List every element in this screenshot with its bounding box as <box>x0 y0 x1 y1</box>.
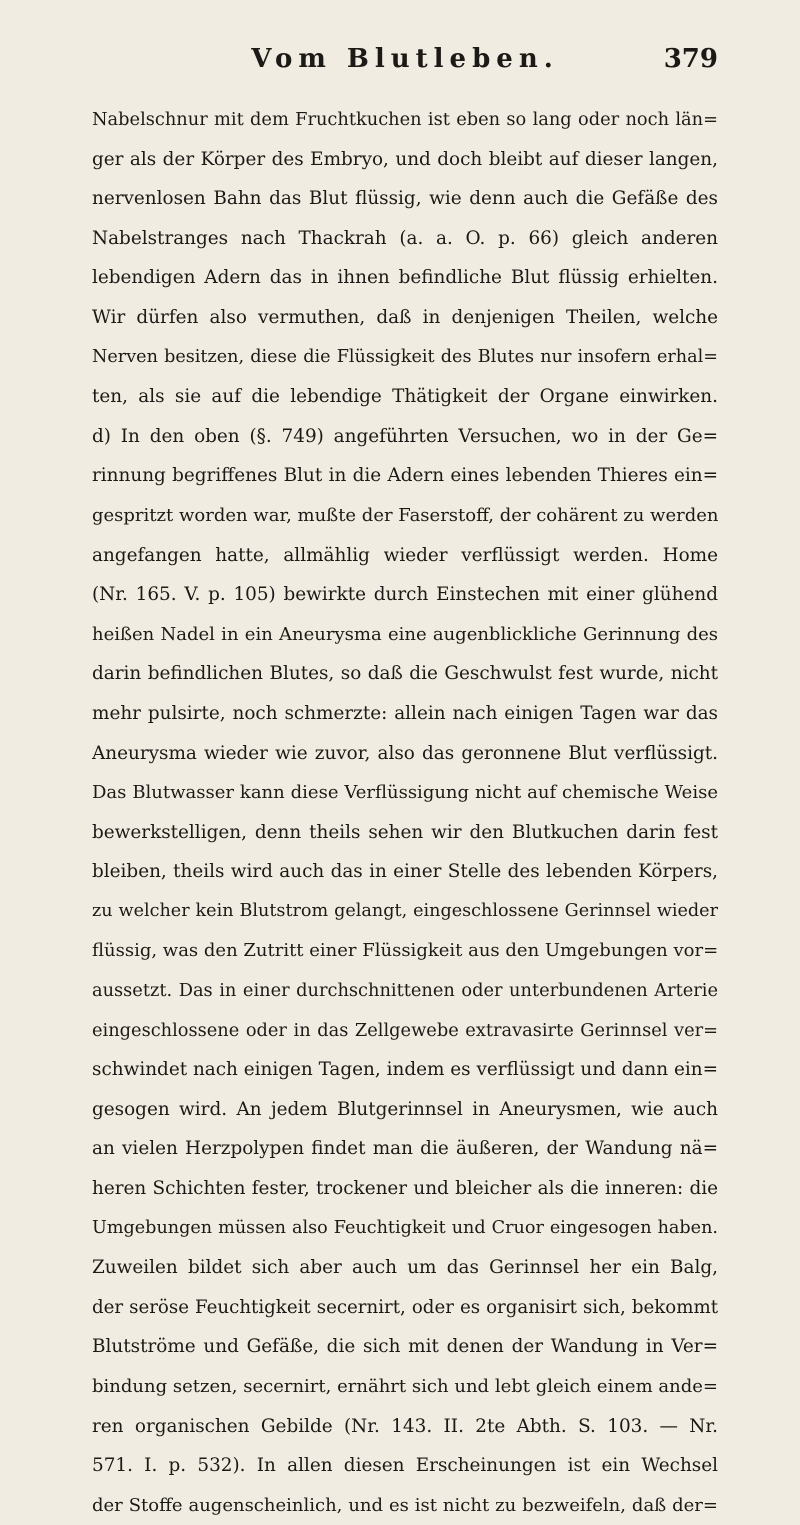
text-line: ger als der Körper des Embryo, und doch bleibt auf dieser langen, <box>92 148 718 170</box>
text-line: bleiben, theils wird auch das in einer Stelle des lebenden Körpers, <box>92 861 718 883</box>
text-line: schwindet nach einigen Tagen, indem es verflüssigt und dann ein= <box>92 1059 718 1081</box>
text-line: darin befindlichen Blutes, so daß die Geschwulst fest wurde, nicht <box>92 663 718 685</box>
text-line: angefangen hatte, allmählig wieder verflüssigt werden. Home <box>92 544 718 566</box>
text-line: bewerkstelligen, denn theils sehen wir den Blutkuchen darin fest <box>92 821 718 843</box>
text-line: flüssig, was den Zutritt einer Flüssigkeit aus den Umgebungen vor= <box>92 940 718 962</box>
text-line: aussetzt. Das in einer durchschnittenen oder unterbundenen Arterie <box>92 980 718 1002</box>
text-line: Aneurysma wieder wie zuvor, also das geronnene Blut verflüssigt. <box>92 742 718 764</box>
text-line: Nabelstranges nach Thackrah (a. a. O. p. 66) gleich anderen <box>92 227 718 249</box>
text-line: Nabelschnur mit dem Fruchtkuchen ist eben so lang oder noch län= <box>92 109 718 130</box>
text-line: (Nr. 165. V. p. 105) bewirkte durch Einstechen mit einer glühend <box>92 584 718 606</box>
text-line: lebendigen Adern das in ihnen befindliche Blut flüssig erhielten. <box>92 267 718 289</box>
text-line: gesogen wird. An jedem Blutgerinnsel in Aneurysmen, wie auch <box>92 1098 718 1120</box>
text-line: 571. I. p. 532). In allen diesen Erscheinungen ist ein Wechsel <box>92 1455 718 1477</box>
text-line: Wir dürfen also vermuthen, daß in denjenigen Theilen, welche <box>92 306 718 328</box>
text-line: an vielen Herzpolypen findet man die äußeren, der Wandung nä= <box>92 1138 718 1160</box>
text-line: Blutströme und Gefäße, die sich mit denen der Wandung in Ver= <box>92 1336 718 1358</box>
text-line: ren organischen Gebilde (Nr. 143. II. 2te Abth. S. 103. — Nr. <box>92 1415 718 1437</box>
text-line: mehr pulsirte, noch schmerzte: allein nach einigen Tagen war das <box>92 702 718 724</box>
text-line: Zuweilen bildet sich aber auch um das Gerinnsel her ein Balg, <box>92 1257 718 1279</box>
text-line: der Stoffe augenscheinlich, und es ist nicht zu bezweifeln, daß der= <box>92 1494 718 1516</box>
body-text <box>92 100 718 1525</box>
text-line: rinnung begriffenes Blut in die Adern eines lebenden Thieres ein= <box>92 465 718 487</box>
page-number: 379 <box>663 44 718 74</box>
running-title: Vom Blutleben. <box>251 44 559 74</box>
text-line: ten, als sie auf die lebendige Thätigkeit der Organe einwirken. <box>92 386 718 408</box>
text-line: eingeschlossene oder in das Zellgewebe extravasirte Gerinnsel ver= <box>92 1019 718 1041</box>
text-line: heren Schichten fester, trockener und bleicher als die inneren: die <box>92 1178 718 1200</box>
page-header <box>92 44 718 84</box>
text-line: der seröse Feuchtigkeit secernirt, oder es organisirt sich, bekommt <box>92 1296 718 1318</box>
text-line: nervenlosen Bahn das Blut flüssig, wie denn auch die Gefäße des <box>92 188 718 210</box>
text-line: gespritzt worden war, mußte der Faserstoff, der cohärent zu werden <box>92 504 718 526</box>
text-line: zu welcher kein Blutstrom gelangt, eingeschlossene Gerinnsel wieder <box>92 900 718 921</box>
text-line: bindung setzen, secernirt, ernährt sich und lebt gleich einem ande= <box>92 1376 718 1397</box>
text-line: Umgebungen müssen also Feuchtigkeit und Cruor eingesogen haben. <box>92 1217 718 1238</box>
text-line: Nerven besitzen, diese die Flüssigkeit des Blutes nur insofern erhal= <box>92 346 718 367</box>
text-line: heißen Nadel in ein Aneurysma eine augenblickliche Gerinnung des <box>92 623 718 645</box>
text-line: d) In den oben (§. 749) angeführten Versuchen, wo in der Ge= <box>92 425 718 447</box>
text-line: Das Blutwasser kann diese Verflüssigung nicht auf chemische Weise <box>92 782 718 804</box>
